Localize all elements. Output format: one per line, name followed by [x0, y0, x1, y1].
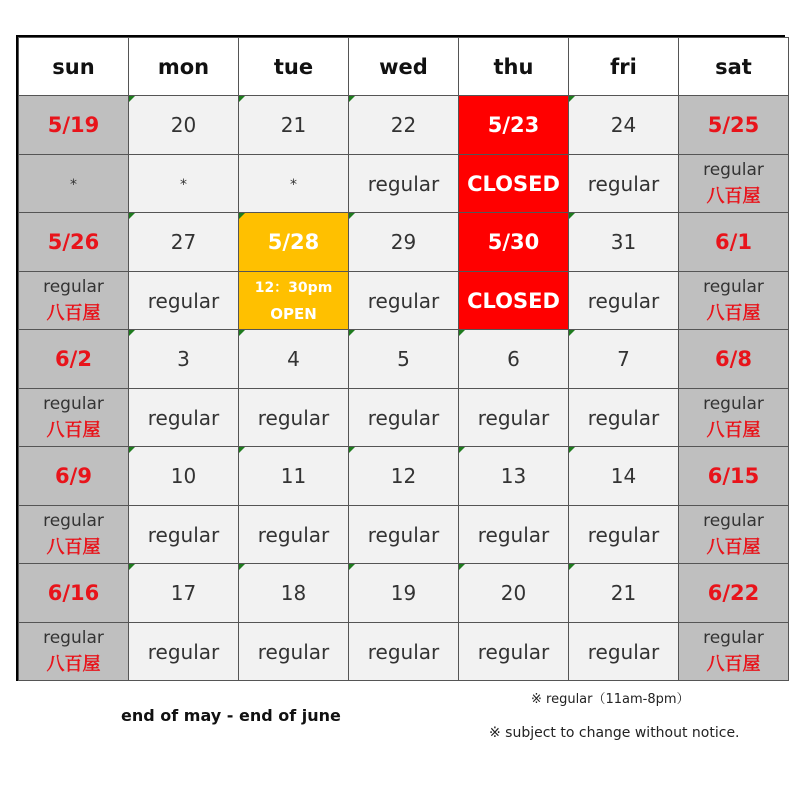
status-text: regular — [43, 627, 104, 648]
comment-marker-icon — [459, 330, 465, 336]
comment-marker-icon — [349, 213, 355, 219]
comment-marker-icon — [239, 96, 245, 102]
date-label: 5/28 — [267, 230, 320, 254]
date-cell — [679, 213, 789, 272]
status-text: regular — [703, 627, 764, 648]
comment-marker-icon — [569, 564, 575, 570]
date-label: 20 — [500, 581, 527, 605]
status-cell — [129, 155, 239, 213]
week-date-row — [19, 213, 789, 272]
date-label: 18 — [280, 581, 307, 605]
date-cell — [459, 213, 569, 272]
status-cell — [459, 272, 569, 330]
status-text: regular — [587, 522, 660, 547]
date-label: 20 — [170, 113, 197, 137]
date-cell — [459, 447, 569, 506]
comment-marker-icon — [349, 96, 355, 102]
date-cell — [569, 96, 679, 155]
date-cell — [349, 447, 459, 506]
comment-marker-icon — [239, 330, 245, 336]
status-cell — [569, 623, 679, 681]
date-cell — [569, 330, 679, 389]
status-cell — [679, 389, 789, 447]
status-text: regular — [703, 159, 764, 180]
status-cell — [349, 155, 459, 213]
date-label: 5/26 — [47, 230, 100, 254]
date-cell — [569, 564, 679, 623]
status-text: regular — [367, 288, 440, 313]
comment-marker-icon — [569, 330, 575, 336]
date-cell — [239, 96, 349, 155]
weekday-header-row — [19, 38, 789, 96]
comment-marker-icon — [129, 96, 135, 102]
schedule-calendar — [16, 35, 785, 681]
date-label: 31 — [610, 230, 637, 254]
change-note: ※ subject to change without notice. — [489, 725, 740, 741]
status-text: regular — [367, 639, 440, 664]
status-cell — [19, 155, 129, 213]
status-text: regular — [477, 522, 550, 547]
status-text: regular — [43, 510, 104, 531]
closed-label: CLOSED — [467, 171, 560, 196]
week-status-row — [19, 272, 789, 330]
status-cell — [239, 155, 349, 213]
status-cell — [19, 272, 129, 330]
date-label: 24 — [610, 113, 637, 137]
week-status-row — [19, 389, 789, 447]
closed-label: CLOSED — [467, 288, 560, 313]
date-label: 21 — [610, 581, 637, 605]
date-cell — [129, 330, 239, 389]
status-text: regular — [703, 393, 764, 414]
status-text: regular — [257, 405, 330, 430]
date-cell — [19, 96, 129, 155]
date-label: 6 — [507, 347, 520, 371]
date-cell — [459, 330, 569, 389]
status-cell — [239, 506, 349, 564]
hours-note: ※ regular（11am-8pm） — [531, 692, 690, 707]
date-cell — [239, 447, 349, 506]
comment-marker-icon — [459, 564, 465, 570]
greengrocer-note: 八百屋 — [46, 419, 101, 441]
date-cell — [19, 447, 129, 506]
date-cell — [19, 213, 129, 272]
status-cell — [679, 272, 789, 330]
greengrocer-note: 八百屋 — [706, 653, 761, 675]
date-label: 29 — [390, 230, 417, 254]
status-cell — [239, 623, 349, 681]
status-text: regular — [257, 522, 330, 547]
weekday-sat: sat — [679, 38, 789, 96]
date-label: 6/9 — [55, 464, 92, 488]
status-text: * — [70, 177, 77, 193]
status-cell — [569, 389, 679, 447]
weekday-tue: tue — [239, 38, 349, 96]
greengrocer-note: 八百屋 — [46, 536, 101, 558]
greengrocer-note: 八百屋 — [706, 419, 761, 441]
date-label: 5/19 — [47, 113, 100, 137]
greengrocer-note: 八百屋 — [46, 302, 101, 324]
date-cell — [239, 330, 349, 389]
comment-marker-icon — [349, 564, 355, 570]
status-text: regular — [367, 171, 440, 196]
date-label: 10 — [170, 464, 197, 488]
comment-marker-icon — [129, 564, 135, 570]
status-text: * — [180, 177, 187, 193]
status-cell — [19, 389, 129, 447]
status-text: regular — [147, 288, 220, 313]
date-cell — [239, 213, 349, 272]
comment-marker-icon — [569, 447, 575, 453]
status-cell — [349, 389, 459, 447]
status-text: regular — [367, 405, 440, 430]
comment-marker-icon — [129, 330, 135, 336]
date-cell — [569, 447, 679, 506]
status-text: regular — [703, 276, 764, 297]
week-date-row — [19, 447, 789, 506]
status-cell — [569, 155, 679, 213]
status-text: regular — [587, 288, 660, 313]
date-cell — [349, 330, 459, 389]
date-cell — [129, 96, 239, 155]
date-cell — [459, 96, 569, 155]
status-cell — [679, 155, 789, 213]
status-cell — [129, 272, 239, 330]
comment-marker-icon — [129, 213, 135, 219]
calendar-table — [18, 37, 789, 681]
week-date-row — [19, 330, 789, 389]
date-cell — [679, 96, 789, 155]
comment-marker-icon — [349, 447, 355, 453]
open-time: 12：30pm — [254, 279, 333, 296]
status-cell — [19, 623, 129, 681]
date-label: 5 — [397, 347, 410, 371]
weekday-fri: fri — [569, 38, 679, 96]
date-label: 5/25 — [707, 113, 760, 137]
greengrocer-note: 八百屋 — [706, 185, 761, 207]
date-cell — [349, 564, 459, 623]
status-cell — [679, 506, 789, 564]
status-cell — [459, 623, 569, 681]
date-cell — [129, 447, 239, 506]
status-text: regular — [43, 393, 104, 414]
status-text: regular — [587, 171, 660, 196]
status-text: regular — [147, 405, 220, 430]
open-label: OPEN — [270, 304, 317, 323]
status-cell — [459, 506, 569, 564]
comment-marker-icon — [349, 330, 355, 336]
status-cell — [239, 389, 349, 447]
date-label: 6/22 — [707, 581, 760, 605]
status-cell — [679, 623, 789, 681]
date-label: 5/23 — [487, 113, 540, 137]
week-date-row — [19, 564, 789, 623]
status-cell — [19, 506, 129, 564]
status-text: regular — [367, 522, 440, 547]
weekday-mon: mon — [129, 38, 239, 96]
date-label: 6/2 — [55, 347, 92, 371]
date-label: 12 — [390, 464, 417, 488]
status-cell — [459, 155, 569, 213]
week-status-row — [19, 623, 789, 681]
date-cell — [679, 447, 789, 506]
status-text: regular — [477, 639, 550, 664]
comment-marker-icon — [569, 96, 575, 102]
date-label: 6/8 — [715, 347, 752, 371]
weekday-sun: sun — [19, 38, 129, 96]
date-label: 4 — [287, 347, 300, 371]
date-cell — [129, 213, 239, 272]
status-text: regular — [587, 405, 660, 430]
weekday-wed: wed — [349, 38, 459, 96]
status-text: regular — [147, 639, 220, 664]
date-label: 5/30 — [487, 230, 540, 254]
status-cell — [569, 506, 679, 564]
date-label: 13 — [500, 464, 527, 488]
status-cell — [349, 506, 459, 564]
date-cell — [459, 564, 569, 623]
comment-marker-icon — [459, 447, 465, 453]
status-cell — [349, 623, 459, 681]
date-label: 11 — [280, 464, 307, 488]
comment-marker-icon — [569, 213, 575, 219]
week-status-row — [19, 155, 789, 213]
status-cell — [129, 389, 239, 447]
date-cell — [19, 564, 129, 623]
status-cell — [129, 623, 239, 681]
date-label: 22 — [390, 113, 417, 137]
greengrocer-note: 八百屋 — [46, 653, 101, 675]
date-label: 14 — [610, 464, 637, 488]
status-cell — [349, 272, 459, 330]
comment-marker-icon — [239, 447, 245, 453]
comment-marker-icon — [239, 213, 245, 219]
date-label: 6/1 — [715, 230, 752, 254]
date-label: 17 — [170, 581, 197, 605]
status-text: regular — [43, 276, 104, 297]
weekday-thu: thu — [459, 38, 569, 96]
status-cell — [129, 506, 239, 564]
status-cell — [459, 389, 569, 447]
greengrocer-note: 八百屋 — [706, 302, 761, 324]
status-cell — [239, 272, 349, 330]
status-text: regular — [257, 639, 330, 664]
comment-marker-icon — [129, 447, 135, 453]
date-label: 27 — [170, 230, 197, 254]
date-label: 6/16 — [47, 581, 100, 605]
week-date-row — [19, 96, 789, 155]
date-label: 3 — [177, 347, 190, 371]
date-label: 21 — [280, 113, 307, 137]
date-cell — [569, 213, 679, 272]
date-cell — [129, 564, 239, 623]
date-cell — [679, 330, 789, 389]
date-cell — [19, 330, 129, 389]
date-range-label: end of may - end of june — [121, 706, 341, 725]
status-text: regular — [147, 522, 220, 547]
greengrocer-note: 八百屋 — [706, 536, 761, 558]
date-label: 7 — [617, 347, 630, 371]
date-cell — [349, 213, 459, 272]
status-text: regular — [587, 639, 660, 664]
date-cell — [349, 96, 459, 155]
week-status-row — [19, 506, 789, 564]
date-cell — [679, 564, 789, 623]
status-text: regular — [477, 405, 550, 430]
status-text: regular — [703, 510, 764, 531]
date-cell — [239, 564, 349, 623]
date-label: 6/15 — [707, 464, 760, 488]
date-label: 19 — [390, 581, 417, 605]
comment-marker-icon — [239, 564, 245, 570]
status-text: * — [290, 177, 297, 193]
status-cell — [569, 272, 679, 330]
